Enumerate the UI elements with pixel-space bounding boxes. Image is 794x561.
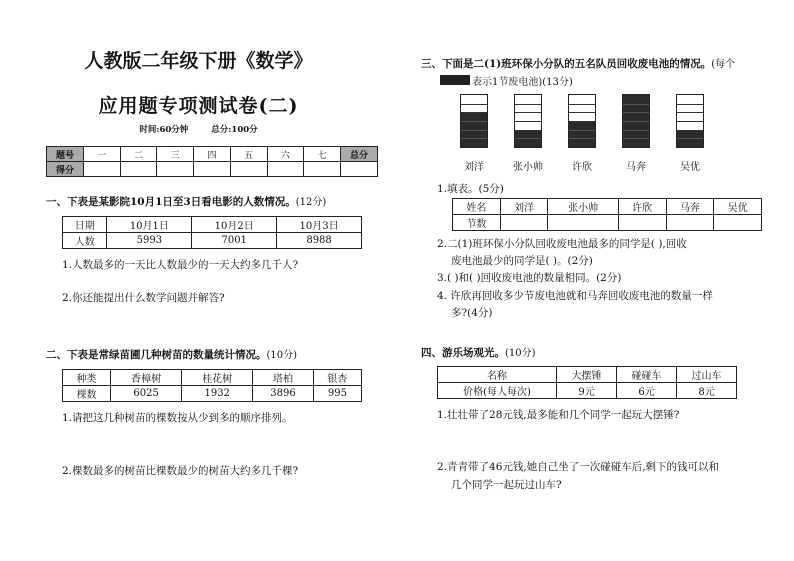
battery-divider xyxy=(623,130,649,131)
battery-column xyxy=(568,94,596,148)
table-header-row xyxy=(438,367,737,383)
section-3-legend-text: 表示1节废电池)(13分) xyxy=(472,77,573,88)
section-2-title xyxy=(46,346,297,362)
battery-divider xyxy=(461,112,487,113)
battery-divider xyxy=(461,138,487,139)
section-4-question-1: 1.壮壮带了28元钱,最多能和几个同学一起玩大摆锤? xyxy=(437,409,680,421)
table-header-row xyxy=(63,217,362,233)
table-cell: 价格(每人每次) xyxy=(438,383,557,399)
battery-divider xyxy=(677,112,703,113)
table-cell: 7001 xyxy=(192,233,277,249)
battery-divider xyxy=(623,112,649,113)
battery-divider xyxy=(515,130,541,131)
section-3-title-tail: (每个 xyxy=(711,59,736,70)
score-cell[interactable] xyxy=(194,162,231,177)
section-4-question-2a: 2.青青带了46元钱,她自己坐了一次碰碰车后,剩下的钱可以和 xyxy=(437,461,720,473)
battery-divider xyxy=(623,121,649,122)
table-cell: 桂花树 xyxy=(182,370,253,386)
table-cell: 3896 xyxy=(253,386,314,402)
answer-cell[interactable] xyxy=(666,215,714,231)
score-header-cell: 七 xyxy=(304,147,341,162)
battery-divider xyxy=(677,130,703,131)
battery-column-label: 刘洋 xyxy=(464,162,484,173)
section-2-points: (10分) xyxy=(266,350,298,361)
score-header-cell: 题号 xyxy=(47,147,84,162)
table-cell: 吴优 xyxy=(714,199,762,215)
table-cell: 大摆锤 xyxy=(557,367,617,383)
table-cell: 8988 xyxy=(277,233,362,249)
battery-divider xyxy=(569,104,595,105)
battery-divider xyxy=(461,121,487,122)
battery-divider xyxy=(515,112,541,113)
section-3-table xyxy=(452,198,762,231)
table-cell: 10月1日 xyxy=(107,217,192,233)
score-header-cell: 五 xyxy=(230,147,267,162)
score-header-cell: 三 xyxy=(157,147,194,162)
table-row xyxy=(453,215,762,231)
table-cell: 许欣 xyxy=(618,199,666,215)
section-1-title xyxy=(46,193,326,209)
score-value-row xyxy=(47,162,378,177)
section-4-title xyxy=(421,344,536,360)
score-header-cell: 总分 xyxy=(341,147,378,162)
section-4-title-text: 四、游乐场观光。 xyxy=(421,347,505,359)
table-cell: 6025 xyxy=(111,386,182,402)
table-row xyxy=(63,386,362,402)
table-cell: 碰碰车 xyxy=(617,367,677,383)
battery-divider xyxy=(569,130,595,131)
section-3-question-3: 3.( )和( )回收废电池的数量相同。(2分) xyxy=(437,272,622,284)
table-cell: 刘洋 xyxy=(500,199,548,215)
battery-divider xyxy=(515,104,541,105)
battery-column xyxy=(514,94,542,148)
battery-divider xyxy=(515,121,541,122)
section-1-table xyxy=(62,216,362,249)
answer-cell[interactable] xyxy=(548,215,618,231)
score-cell[interactable] xyxy=(304,162,341,177)
table-cell: 姓名 xyxy=(453,199,501,215)
section-1-question-1: 1.人数最多的一天比人数最少的一天大约多几千人? xyxy=(62,259,299,271)
section-1-title-text: 一、下表是某影院10月1日至3日看电影的人数情况。 xyxy=(46,196,296,208)
table-cell: 银杏 xyxy=(313,370,361,386)
table-cell: 1932 xyxy=(182,386,253,402)
table-cell: 10月3日 xyxy=(277,217,362,233)
table-cell: 6元 xyxy=(617,383,677,399)
answer-cell[interactable] xyxy=(618,215,666,231)
exam-time: 时间:60分钟 xyxy=(139,125,189,135)
battery-column-label: 吴优 xyxy=(680,162,700,173)
section-2-question-1: 1.请把这几种树苗的棵数按从少到多的顺序排列。 xyxy=(62,412,293,424)
answer-cell[interactable] xyxy=(500,215,548,231)
section-2-title-text: 二、下表是常绿苗圃几种树苗的数量统计情况。 xyxy=(46,349,267,361)
table-cell: 5993 xyxy=(107,233,192,249)
battery-divider xyxy=(677,104,703,105)
section-4-table xyxy=(437,366,737,399)
battery-column xyxy=(460,94,488,148)
title-line-1: 人教版二年级下册《数学》 xyxy=(84,50,313,72)
score-cell[interactable] xyxy=(341,162,378,177)
battery-column-label: 许欣 xyxy=(572,162,592,173)
battery-divider xyxy=(569,121,595,122)
table-cell: 995 xyxy=(313,386,361,402)
section-1-points: (12分) xyxy=(295,197,327,208)
section-4-points: (10分) xyxy=(505,348,536,359)
section-1-question-2: 2.你还能提出什么数学问题并解答? xyxy=(62,292,225,304)
battery-divider xyxy=(677,138,703,139)
table-cell: 人数 xyxy=(63,233,107,249)
section-3-question-4a: 4. 许欣再回收多少节废电池就和马奔回收废电池的数量一样 xyxy=(437,290,713,302)
battery-divider xyxy=(461,104,487,105)
table-cell: 种类 xyxy=(63,370,111,386)
table-cell: 塔柏 xyxy=(253,370,314,386)
table-cell: 香樟树 xyxy=(111,370,182,386)
score-cell[interactable] xyxy=(267,162,304,177)
section-3-title-text: 三、下面是二(1)班环保小分队的五名队员回收废电池的情况。 xyxy=(421,58,712,70)
battery-divider xyxy=(515,138,541,139)
section-3-question-4b: 多?(4分) xyxy=(451,307,493,319)
score-header-cell: 一 xyxy=(84,147,121,162)
table-cell: 过山车 xyxy=(677,367,737,383)
table-cell: 马奔 xyxy=(666,199,714,215)
section-3-question-1: 1.填表。(5分) xyxy=(437,183,504,195)
section-2-table xyxy=(62,369,362,402)
table-header-row xyxy=(453,199,762,215)
score-header-cell: 二 xyxy=(120,147,157,162)
score-table xyxy=(46,146,378,177)
score-row-label: 得分 xyxy=(47,162,84,177)
table-cell: 节数 xyxy=(453,215,501,231)
battery-column-fill xyxy=(569,121,595,147)
section-4-question-2b: 几个同学一起玩过山车? xyxy=(451,479,562,491)
battery-column xyxy=(676,94,704,148)
table-cell: 棵数 xyxy=(63,386,111,402)
exam-total: 总分:100分 xyxy=(211,125,258,135)
exam-meta xyxy=(0,123,397,135)
section-3-title xyxy=(421,55,735,71)
section-2-question-2: 2.棵数最多的树苗比棵数最少的树苗大约多几千棵? xyxy=(62,465,299,477)
table-cell: 名称 xyxy=(438,367,557,383)
battery-legend-icon xyxy=(440,75,470,85)
score-header-cell: 四 xyxy=(194,147,231,162)
battery-divider xyxy=(623,138,649,139)
score-cell[interactable] xyxy=(230,162,267,177)
battery-divider xyxy=(461,130,487,131)
battery-column-label: 张小帅 xyxy=(513,162,543,173)
battery-column-label: 马奔 xyxy=(626,162,646,173)
battery-divider xyxy=(569,138,595,139)
score-cell[interactable] xyxy=(84,162,121,177)
table-cell: 日期 xyxy=(63,217,107,233)
title-line-2: 应用题专项测试卷(二) xyxy=(98,95,299,117)
table-cell: 8元 xyxy=(677,383,737,399)
table-header-row xyxy=(63,370,362,386)
table-cell: 10月2日 xyxy=(192,217,277,233)
section-3-question-2b: 废电池最少的同学是( )。(2分) xyxy=(451,255,593,267)
section-3-question-2a: 2.二(1)班环保小分队回收废电池最多的同学是( ),回收 xyxy=(437,238,687,250)
score-header-row xyxy=(47,147,378,162)
table-cell: 9元 xyxy=(557,383,617,399)
score-cell[interactable] xyxy=(157,162,194,177)
battery-divider xyxy=(623,104,649,105)
table-row xyxy=(63,233,362,249)
battery-divider xyxy=(569,112,595,113)
score-cell[interactable] xyxy=(120,162,157,177)
table-cell: 张小帅 xyxy=(548,199,618,215)
table-row xyxy=(438,383,737,399)
answer-cell[interactable] xyxy=(714,215,762,231)
battery-column xyxy=(622,94,650,148)
score-header-cell: 六 xyxy=(267,147,304,162)
battery-divider xyxy=(677,121,703,122)
